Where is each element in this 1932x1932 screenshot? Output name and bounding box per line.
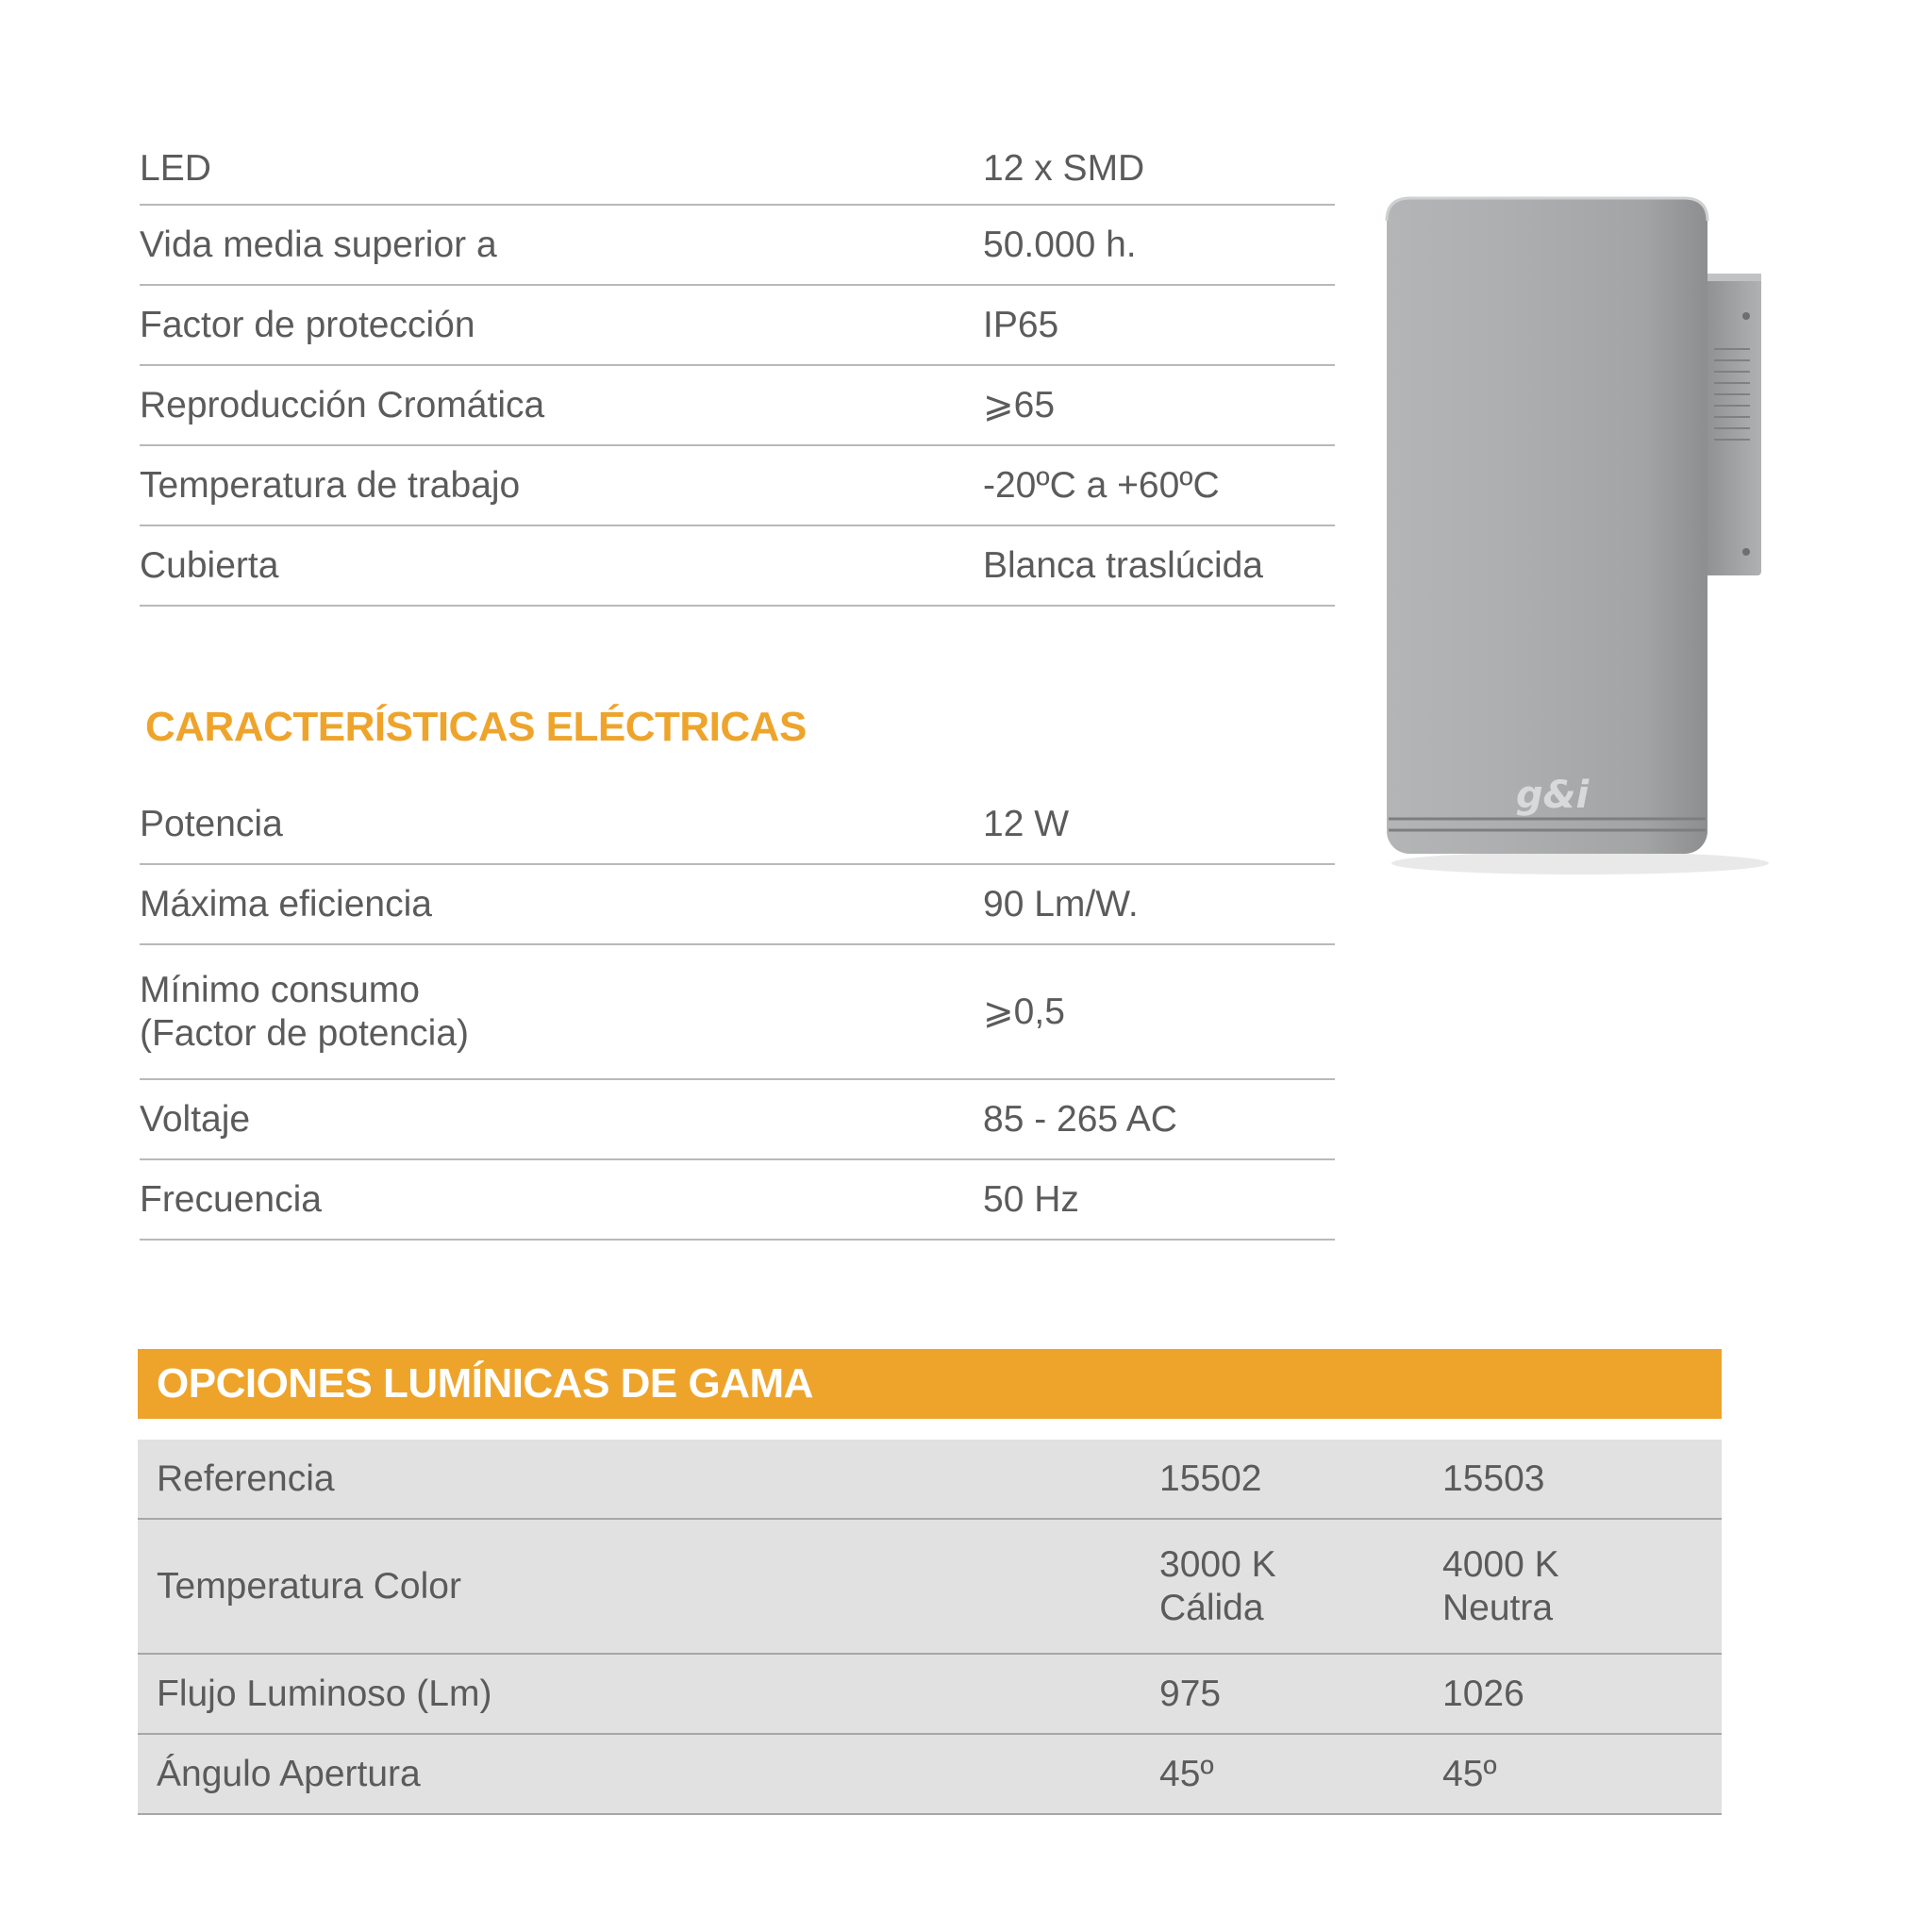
spec-row-voltage (140, 1080, 1335, 1160)
range-cell-line: 4000 K (1442, 1543, 1559, 1585)
spec-value: ⩾65 (983, 384, 1056, 425)
spec-value: 12 x SMD (983, 148, 1145, 189)
spec-row-led (140, 142, 1335, 206)
general-specs-table (140, 142, 1335, 607)
range-options-header (138, 1349, 1722, 1419)
spec-value: 85 - 265 AC (983, 1098, 1177, 1140)
spec-label-line: Mínimo consumo (140, 969, 420, 1010)
spec-row-protection (140, 286, 1335, 366)
range-label: Flujo Luminoso (Lm) (157, 1673, 492, 1714)
range-cell: 975 (1159, 1673, 1222, 1714)
spec-row-power-factor (140, 945, 1335, 1080)
brand-logo (1516, 774, 1591, 817)
spec-label (140, 969, 983, 1056)
spec-value: 12 W (983, 803, 1070, 844)
electrical-specs-table (140, 785, 1335, 1241)
spec-row-power (140, 785, 1335, 865)
spec-label: Factor de protección (140, 304, 475, 345)
spec-label: Potencia (140, 803, 283, 844)
brand-logo-text: g&i (1516, 774, 1590, 817)
spec-value: 50 Hz (983, 1178, 1079, 1220)
wall-light-illustration (1373, 189, 1788, 877)
wall-bracket (1703, 274, 1761, 575)
range-label: Ángulo Apertura (157, 1753, 421, 1794)
spec-value: -20ºC a +60ºC (983, 464, 1220, 506)
spec-value: Blanca traslúcida (983, 544, 1263, 586)
range-cell: 45º (1159, 1753, 1214, 1794)
range-options-heading: OPCIONES LUMÍNICAS DE GAMA (157, 1360, 813, 1407)
range-cell-line: 3000 K (1159, 1543, 1276, 1585)
product-photo (1373, 189, 1788, 877)
spec-label: Temperatura de trabajo (140, 464, 521, 506)
spec-row-working-temperature (140, 446, 1335, 526)
range-label: Temperatura Color (157, 1565, 461, 1607)
range-row-luminous-flux (138, 1655, 1722, 1735)
spec-label: Máxima eficiencia (140, 883, 432, 924)
range-cell-line: Cálida (1159, 1587, 1264, 1628)
spec-value: 50.000 h. (983, 224, 1137, 265)
range-label: Referencia (157, 1457, 335, 1499)
spec-label: Cubierta (140, 544, 279, 586)
range-cell: 15503 (1442, 1457, 1545, 1499)
spec-label: LED (140, 148, 211, 189)
range-cell: 45º (1442, 1753, 1497, 1794)
spec-value: IP65 (983, 304, 1059, 345)
range-cell (1159, 1543, 1442, 1630)
shadow (1391, 852, 1769, 874)
spec-label-line: (Factor de potencia) (140, 1012, 470, 1054)
spec-row-frequency (140, 1160, 1335, 1241)
cylinder-body (1387, 198, 1707, 854)
range-row-color-temperature (138, 1520, 1722, 1655)
spec-row-efficiency (140, 865, 1335, 945)
spec-row-cover (140, 526, 1335, 607)
spec-label: Vida media superior a (140, 224, 497, 265)
spec-value: ⩾0,5 (983, 991, 1065, 1032)
screw (1742, 548, 1750, 556)
spec-row-lifetime (140, 206, 1335, 286)
spec-value: 90 Lm/W. (983, 883, 1139, 924)
spec-row-color-rendering (140, 366, 1335, 446)
spec-label: Voltaje (140, 1098, 251, 1140)
range-cell: 1026 (1442, 1673, 1524, 1714)
range-row-reference (138, 1440, 1722, 1520)
range-options-table (138, 1440, 1722, 1815)
range-cell (1442, 1543, 1725, 1630)
spec-label: Frecuencia (140, 1178, 322, 1220)
range-cell-line: Neutra (1442, 1587, 1554, 1628)
screw (1742, 312, 1750, 320)
electrical-heading: CARACTERÍSTICAS ELÉCTRICAS (145, 704, 807, 750)
range-cell: 15502 (1159, 1457, 1262, 1499)
range-row-beam-angle (138, 1735, 1722, 1815)
spec-label: Reproducción Cromática (140, 384, 545, 425)
